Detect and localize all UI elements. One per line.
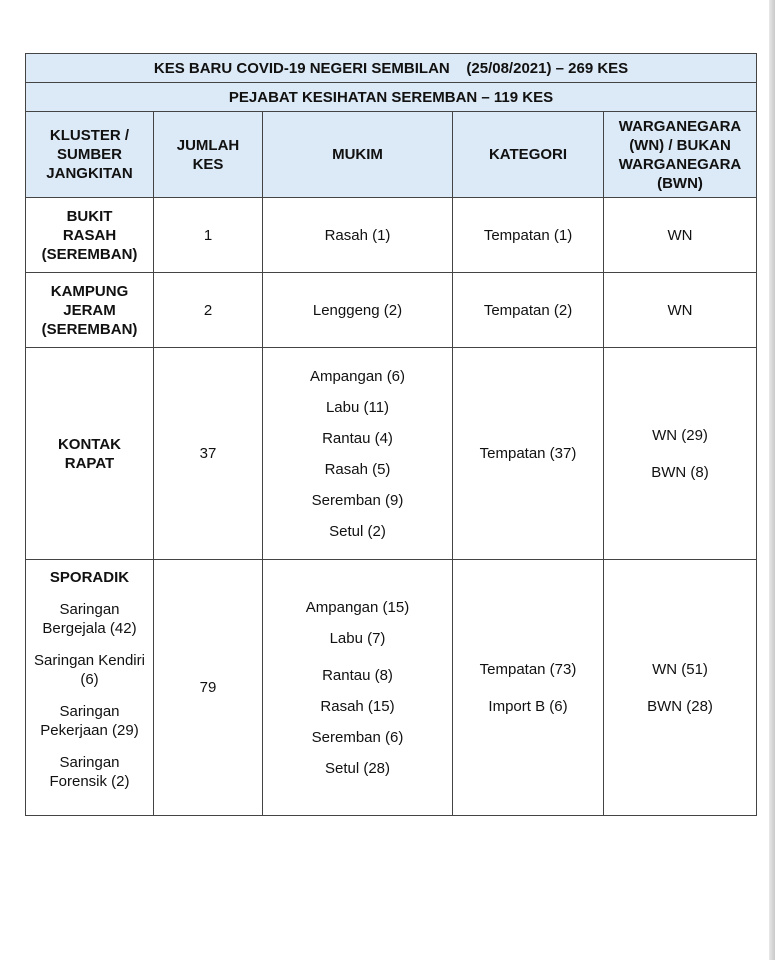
citizenship-cell <box>604 348 757 560</box>
cluster-subitem-line: Saringan <box>59 754 120 771</box>
table-row <box>26 273 757 348</box>
mukim-item: Ampangan (15) <box>305 598 410 616</box>
mukim-item: Labu (11) <box>325 398 390 416</box>
cluster-line: KONTAK <box>57 435 122 453</box>
category-cell: Tempatan (1) <box>453 198 604 273</box>
mukim-item: Rasah (5) <box>324 460 391 478</box>
header-total-line: JUMLAH <box>176 136 240 154</box>
category-cell <box>453 560 604 816</box>
cluster-line: JERAM <box>63 301 116 319</box>
cluster-subitem-line: (6) <box>80 671 99 688</box>
cluster-line: RAPAT <box>64 454 115 472</box>
mukim-item: Seremban (6) <box>311 728 404 746</box>
mukim-item: Rantau (8) <box>322 666 393 684</box>
cluster-subitem-line: Saringan <box>59 703 120 720</box>
cluster-subitem <box>49 753 129 791</box>
cluster-line: (SEREMBAN) <box>41 245 138 263</box>
header-cluster-line: JANGKITAN <box>46 165 133 182</box>
subtitle-row <box>26 83 757 112</box>
header-category: KATEGORI <box>453 112 604 198</box>
table-row <box>26 560 757 816</box>
header-citizenship <box>604 112 757 198</box>
category-cell: Tempatan (37) <box>453 348 604 560</box>
cluster-subitem-line: Forensik (2) <box>49 773 130 790</box>
cluster-subitem-line: Bergejala (42) <box>42 620 137 637</box>
header-cluster-line: SUMBER <box>56 146 122 163</box>
mukim-cell: Lenggeng (2) <box>263 273 453 348</box>
mukim-cell <box>263 348 453 560</box>
citizenship-item: BWN (28) <box>647 697 713 715</box>
header-citizenship-line: WARGANEGARA <box>618 117 742 135</box>
cluster-title: SPORADIK <box>49 569 130 586</box>
header-mukim: MUKIM <box>263 112 453 198</box>
total-cell: 37 <box>154 348 263 560</box>
mukim-item: Seremban (9) <box>311 491 404 509</box>
citizenship-cell <box>604 560 757 816</box>
cluster-subitem <box>42 600 136 638</box>
citizenship-item: WN (29) <box>652 426 708 444</box>
header-total <box>154 112 263 198</box>
total-cell: 1 <box>154 198 263 273</box>
category-cell: Tempatan (2) <box>453 273 604 348</box>
cluster-cell <box>26 198 154 273</box>
cluster-subitem <box>34 651 145 689</box>
table-row <box>26 348 757 560</box>
cluster-line: BUKIT <box>66 207 113 225</box>
page-edge-shadow <box>769 0 775 960</box>
citizenship-cell: WN <box>604 273 757 348</box>
mukim-cell <box>263 560 453 816</box>
total-cell: 2 <box>154 273 263 348</box>
total-cell: 79 <box>154 560 263 816</box>
cluster-subitem-line: Pekerjaan (29) <box>40 722 139 739</box>
category-item: Tempatan (73) <box>479 660 577 678</box>
header-total-line: KES <box>192 155 224 173</box>
table-row <box>26 198 757 273</box>
table-subtitle: PEJABAT KESIHATAN SEREMBAN – 119 KES <box>26 83 757 112</box>
header-cluster <box>26 112 154 198</box>
mukim-item: Setul (2) <box>329 522 386 540</box>
cluster-subitem <box>40 702 138 740</box>
cluster-cell <box>26 348 154 560</box>
cluster-line: KAMPUNG <box>50 282 129 300</box>
header-row <box>26 112 757 198</box>
header-citizenship-line: (BWN) <box>657 174 703 192</box>
citizenship-item: WN (51) <box>652 660 708 678</box>
covid-cases-table <box>25 53 757 816</box>
mukim-item: Labu (7) <box>329 629 386 647</box>
mukim-item: Setul (28) <box>324 759 391 777</box>
title-row <box>26 54 757 83</box>
cluster-line: (SEREMBAN) <box>41 320 138 338</box>
cluster-cell <box>26 560 154 816</box>
cluster-cell <box>26 273 154 348</box>
mukim-item: Rantau (4) <box>322 429 393 447</box>
cluster-subitem-line: Saringan Kendiri <box>34 652 145 669</box>
category-item: Import B (6) <box>488 697 568 715</box>
citizenship-cell: WN <box>604 198 757 273</box>
header-citizenship-line: WARGANEGARA <box>618 155 742 173</box>
cluster-subitem-line: Saringan <box>59 601 120 618</box>
cluster-line: RASAH <box>62 226 117 244</box>
mukim-item: Ampangan (6) <box>309 367 406 385</box>
header-citizenship-line: (WN) / BUKAN <box>629 136 731 154</box>
table-title: KES BARU COVID-19 NEGERI SEMBILAN (25/08/2021) – 269 KES <box>26 54 757 83</box>
citizenship-item: BWN (8) <box>651 463 709 481</box>
mukim-item: Rasah (15) <box>320 697 395 715</box>
mukim-cell: Rasah (1) <box>263 198 453 273</box>
header-cluster-line: KLUSTER / <box>49 127 130 144</box>
